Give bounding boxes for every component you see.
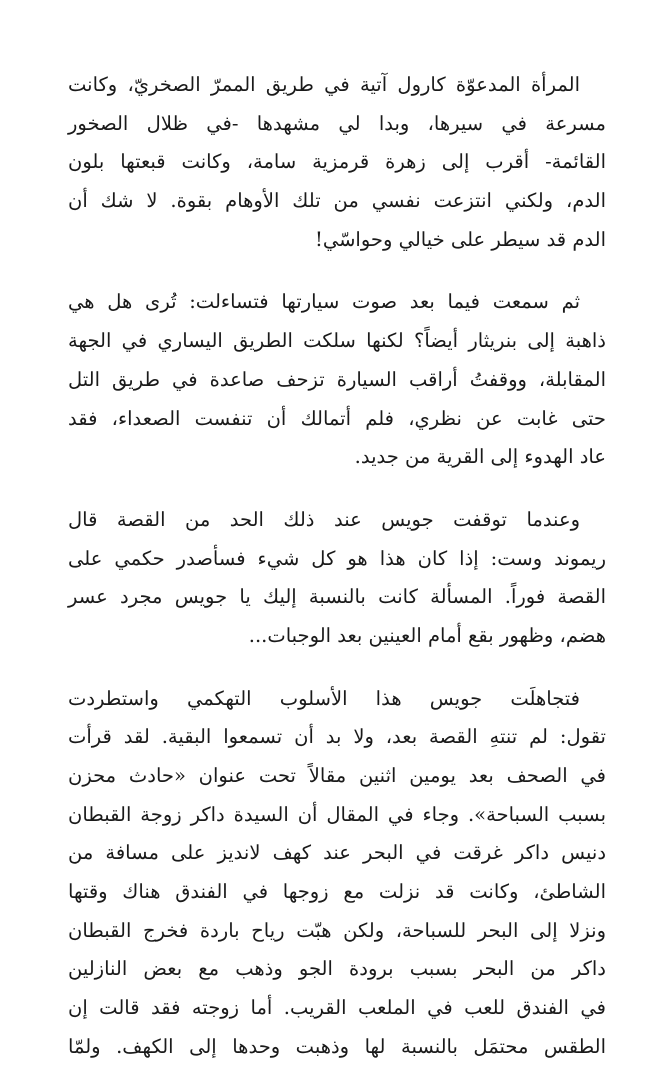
text-line: دنيس داكر غرقت في البحر عند كهف لانديز على مسافة من: [68, 841, 606, 865]
paragraph-4: [68, 680, 606, 1067]
text-line: المقابلة، ووقفتُ أراقب السيارة تزحف صاعدة في طريق التل: [68, 367, 606, 391]
text-line: ونزلا إلى البحر للسباحة، ولكن هبّت رياح باردة فخرج القبطان: [68, 918, 606, 942]
text-line: تقول: لم تنتهِ القصة بعد، ولا بد أن تسمعوا البقية. لقد قرأت: [68, 725, 606, 749]
book-page: [68, 66, 606, 1091]
text-line: عاد الهدوء إلى القرية من جديد.: [354, 445, 606, 469]
text-line: ثم سمعت فيما بعد صوت سيارتها فتساءلت: تُرى هل هي: [68, 290, 580, 314]
paragraph-2: [68, 283, 606, 476]
text-line: الطقس محتمَل بالنسبة لها وذهبت وحدها إلى الكهف. ولمّا: [68, 1034, 606, 1058]
paragraph-3: [68, 501, 606, 656]
text-line: ريموند وست: إذا كان هذا هو كل شيء فسأصدر حكمي على: [68, 546, 606, 570]
text-line: في الفندق للعب في الملعب القريب. أما زوجته فقد قالت إن: [68, 996, 606, 1020]
text-line: القائمة- أقرب إلى زهرة قرمزية سامة، وكانت قبعتها بلون: [68, 150, 606, 174]
text-line: المرأة المدعوّة كارول آتية في طريق الممرّ الصخريّ، وكانت: [68, 73, 580, 96]
text-line: في الصحف بعد يومين اثنين مقالاً تحت عنوان «حادث محزن: [68, 764, 606, 787]
text-line: مسرعة في سيرها، وبدا لي مشهدها -في ظلال الصخور: [68, 111, 606, 135]
paragraph-1: [68, 66, 606, 259]
text-line: الدم قد سيطر على خيالي وحواسّي!: [314, 227, 606, 251]
text-line: وعندما توقفت جويس عند ذلك الحد من القصة قال: [68, 507, 580, 531]
text-line: بسبب السباحة». وجاء في المقال أن السيدة داكر زوجة القبطان: [68, 802, 606, 826]
text-line: ذاهبة إلى بنريثار أيضاً؟ لكنها سلكت الطريق اليساري في الجهة: [68, 329, 606, 353]
text-line: هضم، وظهور بقع أمام العينين بعد الوجبات...: [248, 623, 606, 647]
text-line: حتى غابت عن نظري، فلم أتمالك أن تنفست الصعداء، فقد: [68, 406, 606, 430]
text-line: فتجاهلَت جويس هذا الأسلوب التهكمي واستطردت: [68, 686, 580, 710]
text-line: الشاطئ، وكانت قد نزلت مع زوجها في الفندق هناك وقتها: [68, 880, 606, 904]
text-line: القصة فوراً. المسألة كانت بالنسبة إليك يا جويس مجرد عسر: [68, 585, 606, 609]
text-line: الدم، ولكني انتزعت نفسي من تلك الأوهام بقوة. لا شك أن: [68, 189, 606, 213]
text-line: داكر من البحر بسبب برودة الجو وذهب مع بعض النازلين: [68, 957, 606, 981]
